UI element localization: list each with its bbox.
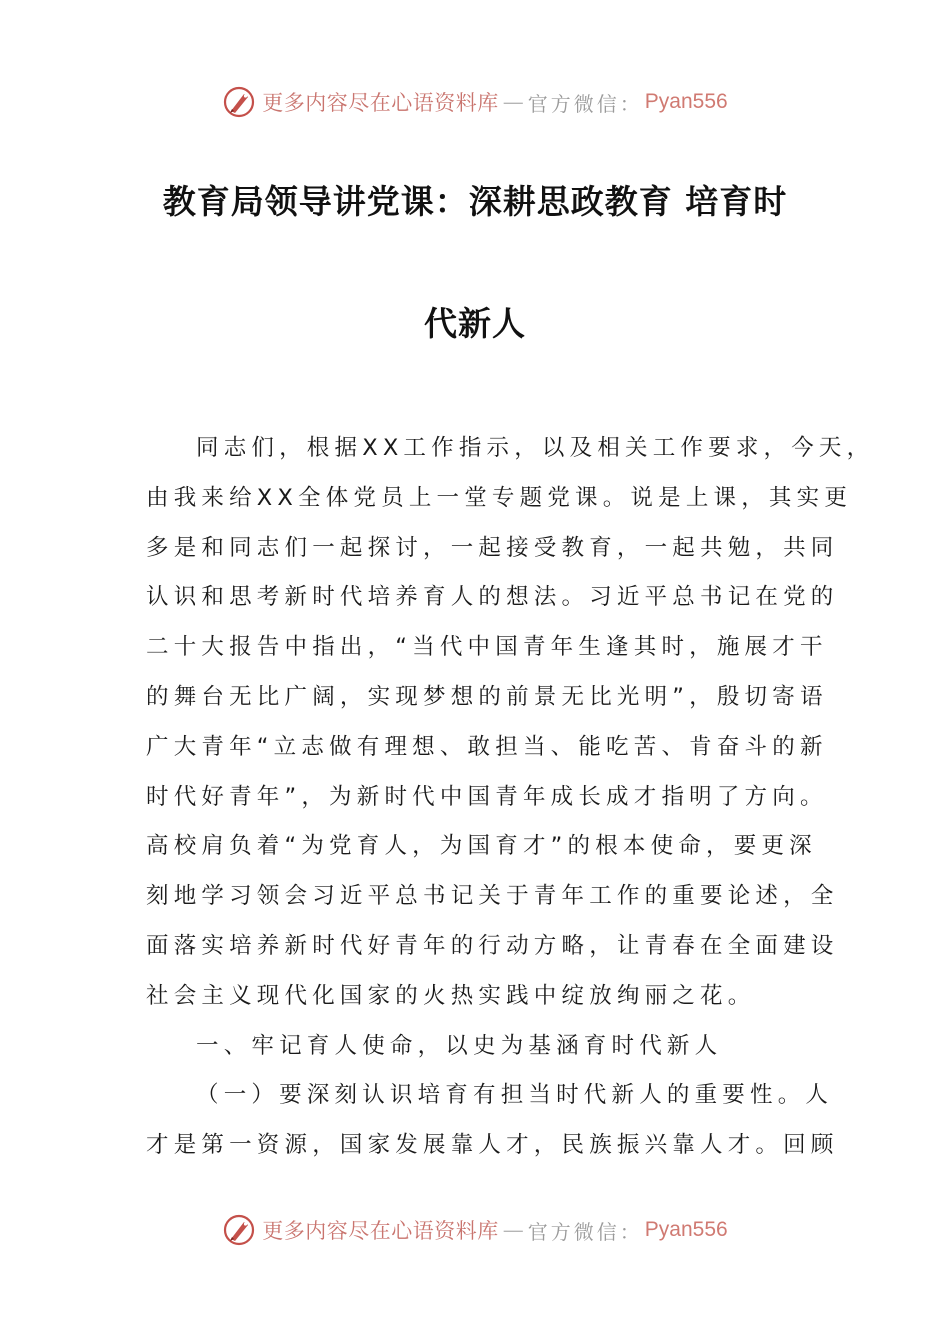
header-watermark-banner: [0, 82, 950, 122]
banner-site-text: 更多内容尽在心语资料库: [262, 91, 499, 115]
section-heading: 一、牢记育人使命，以史为基涵育时代新人: [196, 1032, 723, 1059]
banner-wechat-id: Pyan556: [644, 1218, 728, 1241]
document-title-line-2: 代新人: [424, 304, 526, 343]
banner-wechat-label: 官方微信：: [527, 91, 643, 116]
footer-watermark-banner: [0, 1210, 950, 1250]
banner-site-text: 更多内容尽在心语资料库: [262, 1219, 499, 1243]
body-line: 二十大报告中指出，“当代中国青年生逢其时，施展才干: [146, 634, 828, 661]
pen-nib-logo-icon: [222, 1213, 256, 1247]
body-line: 面落实培养新时代好青年的行动方略，让青春在全面建设: [146, 932, 839, 959]
document-body: [146, 426, 875, 1173]
body-line: 同志们，根据XX工作指示，以及相关工作要求，今天，: [196, 435, 875, 461]
body-line: 广大青年“立志做有理想、敢担当、能吃苦、肯奋斗的新: [146, 733, 828, 760]
banner-separator: —: [502, 90, 524, 114]
body-line: 才是第一资源，国家发展靠人才，民族振兴靠人才。回顾: [146, 1132, 839, 1159]
body-line: 由我来给XX全体党员上一堂专题党课。说是上课，其实更: [146, 484, 853, 511]
body-line: 的舞台无比广阔，实现梦想的前景无比光明”，殷切寄语: [146, 683, 828, 710]
banner-separator: —: [502, 1218, 524, 1242]
body-line: 社会主义现代化国家的火热实践中绽放绚丽之花。: [146, 982, 756, 1009]
document-title-line-1: 教育局领导讲党课：深耕思政教育 培育时: [162, 182, 788, 221]
banner-wechat-id: Pyan556: [644, 90, 728, 113]
body-line: 高校肩负着“为党育人，为国育才”的根本使命，要更深: [146, 833, 817, 860]
body-line: 刻地学习领会习近平总书记关于青年工作的重要论述，全: [146, 883, 839, 910]
body-line: 多是和同志们一起探讨，一起接受教育，一起共勉，共同: [146, 534, 839, 561]
body-line: 时代好青年”，为新时代中国青年成长成才指明了方向。: [146, 783, 828, 810]
pen-nib-logo-icon: [222, 85, 256, 119]
body-line: （一）要深刻认识培育有担当时代新人的重要性。人: [196, 1082, 834, 1109]
body-line: 认识和思考新时代培养育人的想法。习近平总书记在党的: [146, 584, 839, 611]
banner-wechat-label: 官方微信：: [527, 1219, 643, 1244]
